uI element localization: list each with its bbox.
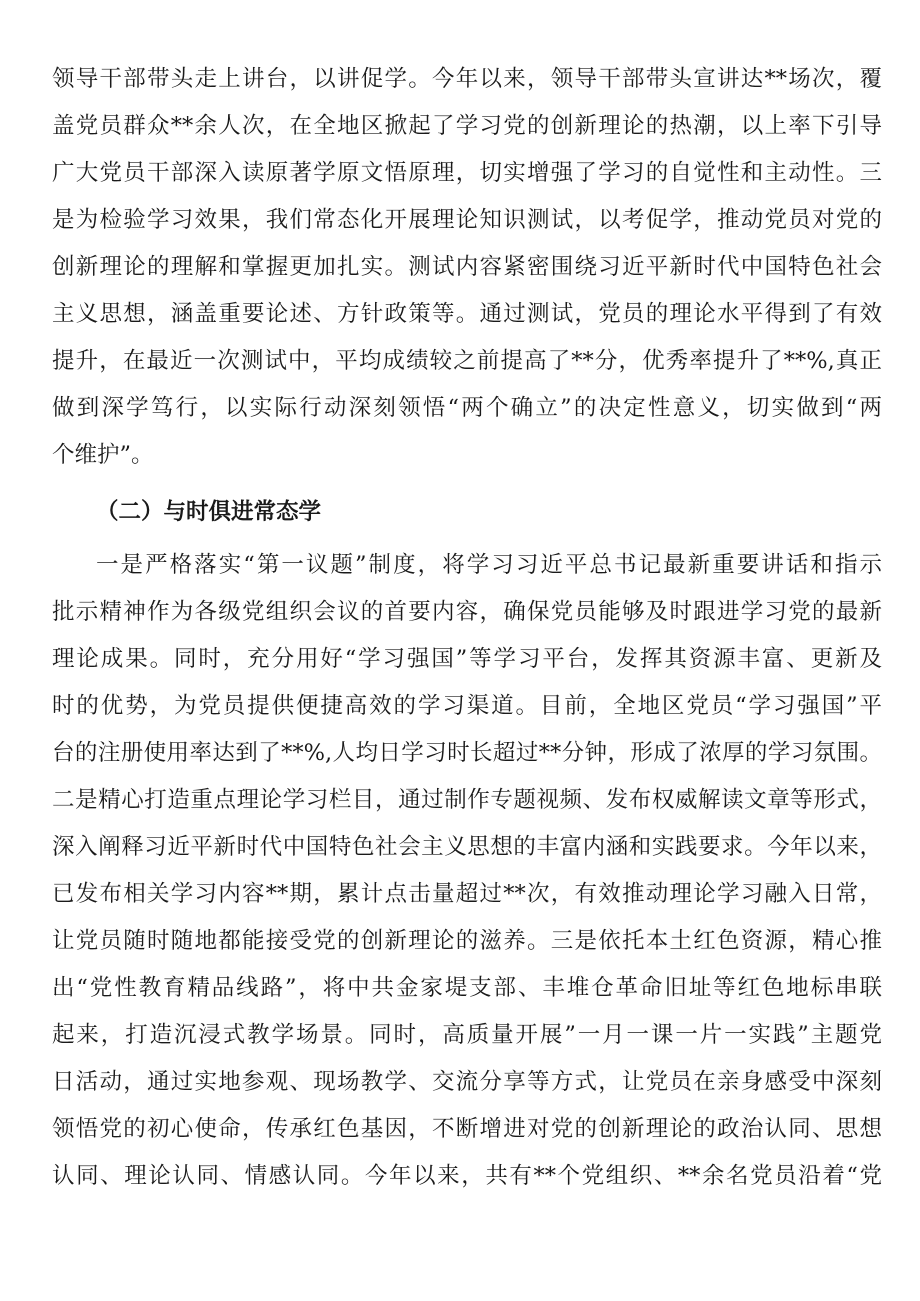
text-line: 让党员随时随地都能接受党的创新理论的滋养。三是依托本土红色资源，精心推 [52,928,882,954]
text-line: 理论成果。同时，充分用好“学习强国”等学习平台，发挥其资源丰富、更新及 [52,646,882,672]
text-line: 盖党员群众**余人次，在全地区掀起了学习党的创新理论的热潮，以上率下引导 [52,113,882,139]
text-line: 二是精心打造重点理论学习栏目，通过制作专题视频、发布权威解读文章等形式， [52,787,882,813]
text-line: 提升，在最近一次测试中，平均成绩较之前提高了**分，优秀率提升了**%,真正 [52,348,882,374]
text-line: 深入阐释习近平新时代中国特色社会主义思想的丰富内涵和实践要求。今年以来， [52,834,882,860]
text-line: 是为检验学习效果，我们常态化开展理论知识测试，以考促学，推动党员对党的 [52,207,882,233]
text-line: 起来，打造沉浸式教学场景。同时，高质量开展”一月一课一片一实践”主题党 [52,1022,882,1048]
text-line: 日活动，通过实地参观、现场教学、交流分享等方式，让党员在亲身感受中深刻 [52,1069,882,1095]
text-line: 时的优势，为党员提供便捷高效的学习渠道。目前，全地区党员“学习强国”平 [52,693,882,719]
text-line: 领悟党的初心使命，传承红色基因，不断增进对党的创新理论的政治认同、思想 [52,1116,882,1142]
text-line: 做到深学笃行，以实际行动深刻领悟“两个确立”的决定性意义，切实做到“两 [52,395,882,421]
text-line: 台的注册使用率达到了**%,人均日学习时长超过**分钟，形成了浓厚的学习氛围。 [52,740,882,766]
section-heading: （二）与时俱进常态学 [96,499,322,525]
text-line: 认同、理论认同、情感认同。今年以来，共有**个党组织、**余名党员沿着“党 [52,1163,882,1189]
text-line: 领导干部带头走上讲台，以讲促学。今年以来，领导干部带头宣讲达**场次，覆 [52,66,882,92]
text-line: 出“党性教育精品线路”，将中共金家堤支部、丰堆仓革命旧址等红色地标串联 [52,975,882,1001]
text-line: 广大党员干部深入读原著学原文悟原理，切实增强了学习的自觉性和主动性。三 [52,160,882,186]
text-line: 已发布相关学习内容**期，累计点击量超过**次，有效推动理论学习融入日常， [52,881,882,907]
text-line: 一是严格落实“第一议题”制度，将学习习近平总书记最新重要讲话和指示 [96,552,882,578]
text-line: 个维护”。 [52,442,154,468]
text-line: 创新理论的理解和掌握更加扎实。测试内容紧密围绕习近平新时代中国特色社会 [52,254,882,280]
text-line: 批示精神作为各级党组织会议的首要内容，确保党员能够及时跟进学习党的最新 [52,599,882,625]
text-line: 主义思想，涵盖重要论述、方针政策等。通过测试，党员的理论水平得到了有效 [52,301,882,327]
